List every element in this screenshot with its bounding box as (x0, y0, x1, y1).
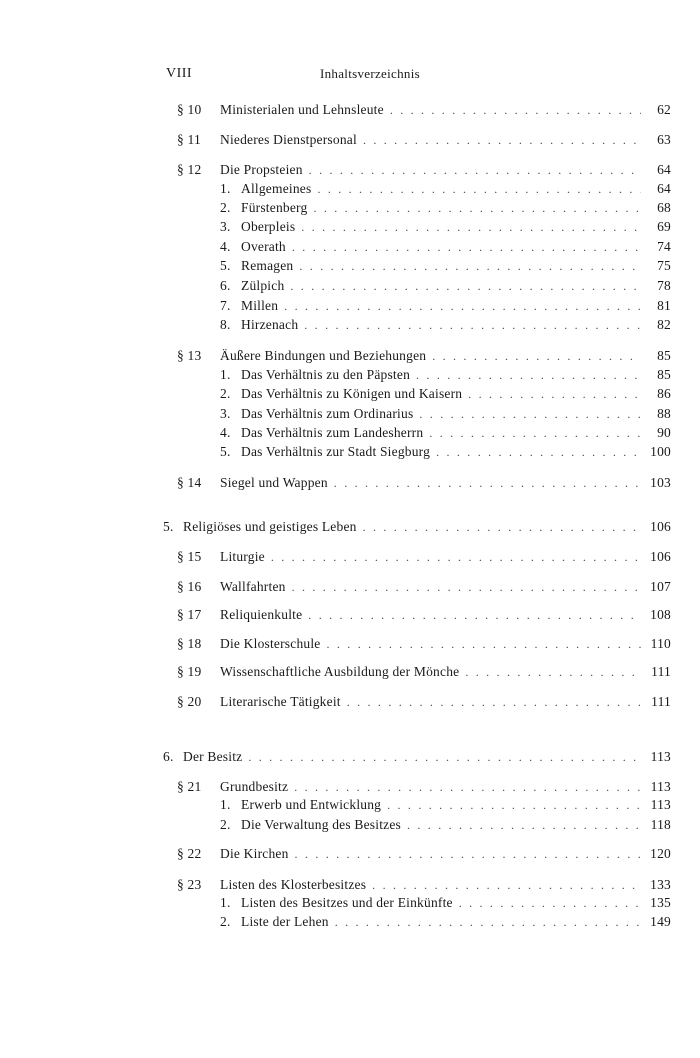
toc-entry (220, 365, 671, 385)
toc-entry-page: 110 (650, 636, 671, 651)
toc-entry-title: Hirzenach (241, 317, 299, 332)
toc-entry-title: Reliquienkulte (220, 607, 303, 622)
dot-leader (387, 795, 641, 815)
running-header: Inhaltsverzeichnis (320, 66, 420, 81)
toc-entry (177, 100, 671, 120)
dot-leader (308, 605, 641, 625)
toc-entry-title: Das Verhältnis zu den Päpsten (241, 367, 411, 382)
toc-entry-title: Die Klosterschule (220, 636, 321, 651)
toc-entry-title: Ministerialen und Lehnsleute (220, 102, 384, 117)
toc-entry-page: 86 (657, 386, 671, 401)
dot-leader (295, 844, 641, 864)
toc-entry (177, 875, 671, 895)
dot-leader (271, 547, 641, 567)
toc-entry-title: Die Verwaltung des Besitzes (241, 817, 401, 832)
toc-entry-number: 2. (220, 386, 231, 401)
toc-entry-page: 81 (657, 298, 671, 313)
toc-entry-number: 6. (163, 749, 174, 764)
toc-entry (220, 404, 671, 424)
dot-leader (335, 912, 641, 932)
toc-entry-page: 107 (650, 579, 671, 594)
toc-entry-number: 3. (220, 219, 231, 234)
dot-leader (284, 296, 641, 316)
toc-entry-title: Fürstenberg (241, 200, 308, 215)
toc-entry-number: 5. (163, 519, 174, 534)
dot-leader (419, 404, 641, 424)
toc-entry (177, 605, 671, 625)
toc-entry-title: Zülpich (241, 278, 285, 293)
toc-entry (177, 346, 671, 366)
toc-entry-page: 88 (657, 406, 671, 421)
toc-entry (177, 634, 671, 654)
dot-leader (334, 473, 641, 493)
toc-entry (177, 473, 671, 493)
toc-entry-page: 68 (657, 200, 671, 215)
toc-entry (177, 844, 671, 864)
dot-leader (390, 100, 641, 120)
dot-leader (309, 160, 641, 180)
toc-entry-title: Das Verhältnis zum Ordinarius (241, 406, 414, 421)
toc-entry-page: 120 (650, 846, 671, 861)
toc-entry-title: Listen des Klosterbesitzes (220, 877, 367, 892)
toc-entry (220, 893, 671, 913)
toc-entry-number: 6. (220, 278, 231, 293)
toc-entry-number: 4. (220, 239, 231, 254)
dot-leader (304, 315, 641, 335)
toc-entry (177, 662, 671, 682)
toc-entry-number: 3. (220, 406, 231, 421)
toc-entry-number: § 17 (177, 607, 202, 622)
toc-entry-number: 8. (220, 317, 231, 332)
toc-entry-number: 5. (220, 258, 231, 273)
dot-leader (290, 276, 641, 296)
dot-leader (292, 577, 641, 597)
dot-leader (465, 662, 641, 682)
toc-entry-number: § 21 (177, 779, 202, 794)
toc-entry (220, 442, 671, 462)
toc-entry-title: Remagen (241, 258, 294, 273)
toc-entry-title: Äußere Bindungen und Beziehungen (220, 348, 427, 363)
toc-entry (220, 912, 671, 932)
toc-entry-title: Millen (241, 298, 279, 313)
toc-entry-title: Das Verhältnis zur Stadt Siegburg (241, 444, 431, 459)
toc-entry-number: § 19 (177, 664, 202, 679)
toc-entry (220, 179, 671, 199)
toc-entry-number: § 12 (177, 162, 202, 177)
toc-entry-page: 113 (650, 779, 671, 794)
toc-entry-title: Religiöses und geistiges Leben (183, 519, 357, 534)
toc-entry (163, 747, 671, 767)
dot-leader (468, 384, 641, 404)
toc-entry-title: Das Verhältnis zu Königen und Kaisern (241, 386, 463, 401)
toc-entry (220, 296, 671, 316)
dot-leader (459, 893, 641, 913)
toc-entry-title: Grundbesitz (220, 779, 289, 794)
toc-entry-number: 4. (220, 425, 231, 440)
toc-entry-page: 106 (650, 549, 671, 564)
toc-entry (177, 577, 671, 597)
toc-entry-title: Erwerb und Entwicklung (241, 797, 382, 812)
toc-entry-page: 149 (650, 914, 671, 929)
toc-entry-page: 111 (651, 694, 671, 709)
dot-leader (432, 346, 641, 366)
toc-entry-title: Liste der Lehen (241, 914, 329, 929)
toc-entry-number: 2. (220, 200, 231, 215)
toc-entry (220, 795, 671, 815)
dot-leader (363, 517, 641, 537)
toc-entry (220, 256, 671, 276)
toc-entry-title: Die Propsteien (220, 162, 303, 177)
dot-leader (347, 692, 641, 712)
toc-entry-page: 118 (650, 817, 671, 832)
toc-entry-number: § 20 (177, 694, 202, 709)
dot-leader (313, 198, 641, 218)
toc-entry-title: Allgemeines (241, 181, 312, 196)
dot-leader (327, 634, 642, 654)
toc-entry-page: 135 (650, 895, 671, 910)
toc-entry-page: 69 (657, 219, 671, 234)
toc-entry (177, 130, 671, 150)
toc-entry-number: § 11 (177, 132, 201, 147)
toc-entry (220, 237, 671, 257)
toc-entry-number: § 10 (177, 102, 202, 117)
toc-entry-number: 5. (220, 444, 231, 459)
toc-entry-page: 103 (650, 475, 671, 490)
toc-entry-page: 113 (650, 749, 671, 764)
dot-leader (301, 217, 641, 237)
dot-leader (248, 747, 641, 767)
toc-entry-number: § 16 (177, 579, 202, 594)
toc-entry-page: 90 (657, 425, 671, 440)
toc-entry-page: 62 (657, 102, 671, 117)
toc-entry-title: Overath (241, 239, 286, 254)
dot-leader (429, 423, 641, 443)
toc-entry (220, 217, 671, 237)
toc-entry-title: Niederes Dienstpersonal (220, 132, 357, 147)
toc-entry-title: Der Besitz (183, 749, 243, 764)
toc-entry-page: 63 (657, 132, 671, 147)
toc-entry (220, 384, 671, 404)
dot-leader (292, 237, 641, 257)
toc-entry-number: § 18 (177, 636, 202, 651)
toc-entry-page: 82 (657, 317, 671, 332)
toc-entry-page: 74 (657, 239, 671, 254)
toc-entry-page: 100 (650, 444, 671, 459)
toc-entry-number: 2. (220, 817, 231, 832)
toc-entry-title: Oberpleis (241, 219, 296, 234)
toc-entry-number: 7. (220, 298, 231, 313)
toc-entry-title: Wissenschaftliche Ausbildung der Mönche (220, 664, 460, 679)
toc-entry (220, 815, 671, 835)
toc-entry-number: § 22 (177, 846, 202, 861)
dot-leader (372, 875, 641, 895)
toc-entry (220, 423, 671, 443)
toc-entry-title: Literarische Tätigkeit (220, 694, 341, 709)
toc-entry-page: 113 (650, 797, 671, 812)
toc-entry (220, 276, 671, 296)
toc-entry-page: 133 (650, 877, 671, 892)
toc-entry-title: Wallfahrten (220, 579, 286, 594)
toc-entry-number: § 13 (177, 348, 202, 363)
toc-entry-page: 106 (650, 519, 671, 534)
toc-entry (177, 777, 671, 797)
dot-leader (317, 179, 641, 199)
dot-leader (294, 777, 641, 797)
toc-entry-title: Die Kirchen (220, 846, 289, 861)
dot-leader (299, 256, 641, 276)
toc-entry-page: 108 (650, 607, 671, 622)
toc-entry (177, 547, 671, 567)
toc-entry-number: 1. (220, 895, 231, 910)
toc-entry-title: Listen des Besitzes und der Einkünfte (241, 895, 453, 910)
toc-entry-number: § 15 (177, 549, 202, 564)
dot-leader (363, 130, 641, 150)
toc-entry-page: 75 (657, 258, 671, 273)
toc-entry-number: 2. (220, 914, 231, 929)
dot-leader (416, 365, 641, 385)
toc-entry-page: 85 (657, 348, 671, 363)
toc-entry-page: 64 (657, 162, 671, 177)
toc-entry-title: Liturgie (220, 549, 265, 564)
toc-entry-title: Das Verhältnis zum Landesherrn (241, 425, 424, 440)
toc-entry (177, 160, 671, 180)
toc-entry (177, 692, 671, 712)
toc-entry (220, 315, 671, 335)
toc-entry (163, 517, 671, 537)
toc-entry-page: 111 (651, 664, 671, 679)
dot-leader (407, 815, 641, 835)
toc-entry-title: Siegel und Wappen (220, 475, 328, 490)
page-number: VIII (166, 66, 193, 81)
toc-entry-number: § 23 (177, 877, 202, 892)
toc-entry-page: 85 (657, 367, 671, 382)
dot-leader (436, 442, 641, 462)
toc-entry-page: 78 (657, 278, 671, 293)
toc-entry (220, 198, 671, 218)
toc-entry-number: 1. (220, 181, 231, 196)
toc-entry-number: § 14 (177, 475, 202, 490)
toc-entry-page: 64 (657, 181, 671, 196)
toc-entry-number: 1. (220, 367, 231, 382)
toc-entry-number: 1. (220, 797, 231, 812)
